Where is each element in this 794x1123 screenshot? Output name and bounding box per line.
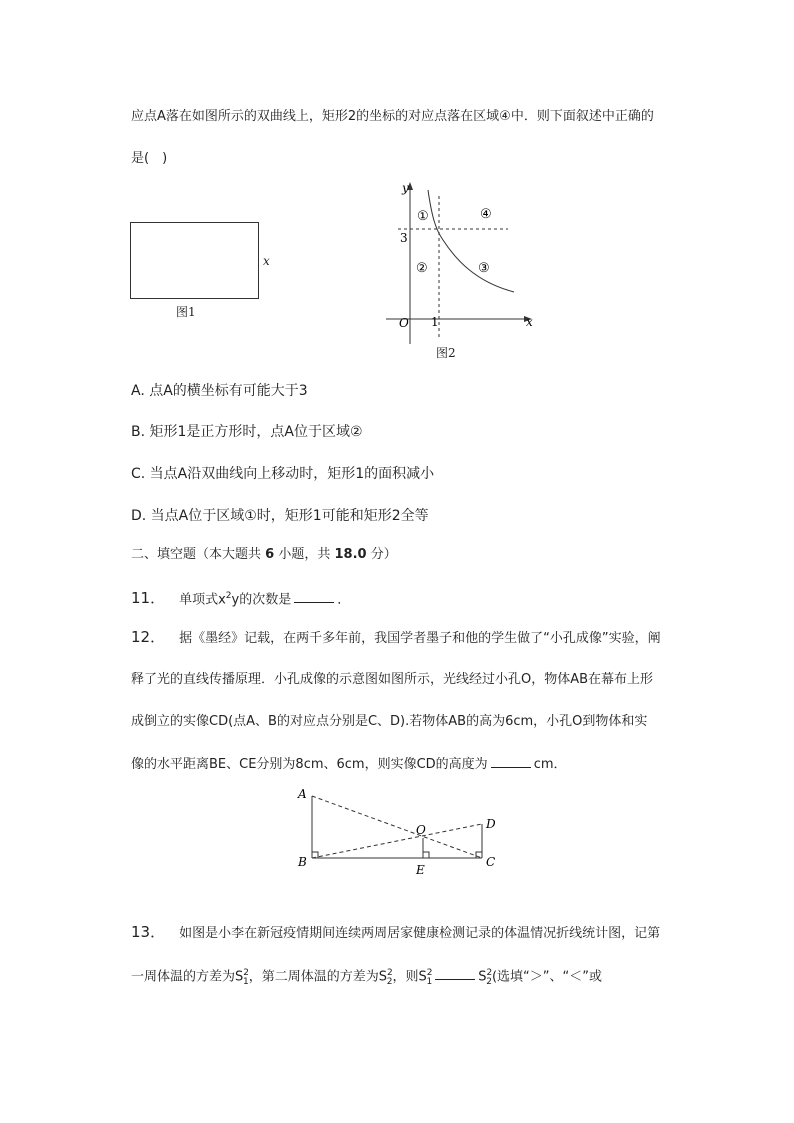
section-end-text: 分）: [370, 547, 397, 562]
q13-sup-1: 2: [243, 968, 249, 978]
q12-line3: 成倒立的实像CD(点A、B的对应点分别是C、D).若物体AB的高为6cm，小孔O到物体和实: [131, 714, 648, 729]
q13-sub-1: 1: [243, 976, 249, 987]
option-a: A. 点A的横坐标有可能大于3: [131, 383, 308, 399]
option-d: D. 当点A位于区域①时，矩形1可能和矩形2全等: [131, 508, 429, 524]
region-1-label: ①: [417, 209, 429, 224]
point-d-label: D: [486, 817, 496, 831]
q12-line1: [131, 628, 661, 648]
x-axis-label: x: [526, 315, 533, 329]
point-o-label: O: [416, 823, 426, 837]
q12-text-line4: 像的水平距离BE、CE分别为8cm、6cm，则实像CD的高度为: [131, 757, 488, 772]
point-c-label: C: [486, 855, 496, 869]
figure-2: [380, 178, 540, 363]
point-e-label: E: [416, 863, 425, 877]
q11-end: ．: [337, 592, 351, 608]
q13-sup-3: 2: [426, 968, 433, 978]
q13-answer-blank[interactable]: [435, 967, 475, 980]
option-c: C. 当点A沿双曲线向上移动时，矩形1的面积减小: [131, 466, 435, 482]
q12-text-line1: 据《墨经》记载，在两千多年前，我国学者墨子和他的学生做了“小孔成像”实验，阐: [179, 631, 661, 646]
q12-number: 12．: [131, 628, 166, 646]
section-title-text: 二、填空题（本大题共: [131, 547, 262, 562]
ray-bd: [312, 824, 482, 858]
q12-line2: 释了光的直线传播原理．小孔成像的示意图如图所示，光线经过小孔O，物体AB在幕布上形: [131, 672, 654, 687]
section-mid-text: 小题，共: [278, 547, 331, 562]
region-4-label: ④: [480, 207, 492, 222]
q11-text-pre: 单项式x: [179, 592, 226, 608]
q12-answer-blank[interactable]: [491, 755, 531, 768]
q12-line4: [131, 755, 567, 774]
q10-stem-line2: 是( ): [131, 151, 168, 166]
pinhole-figure: [292, 782, 512, 882]
q13-sub-3: 1: [426, 976, 433, 987]
q12-unit: cm．: [533, 757, 567, 772]
ray-ac: [312, 796, 482, 858]
section-score: 18.0: [334, 547, 367, 562]
origin-label: O: [399, 316, 409, 330]
q11-answer-blank[interactable]: [294, 590, 334, 603]
option-b: B. 矩形1是正方形时，点A位于区域②: [131, 424, 363, 440]
q13-sub-4: 2: [486, 976, 492, 987]
q13-text-d: S: [478, 969, 487, 985]
q11: [131, 587, 350, 609]
q13-sup-4: 2: [486, 968, 493, 978]
hyperbola-curve: [428, 190, 514, 292]
q13-text-a: 一周体温的方差为S: [131, 969, 244, 985]
q13-line2: [131, 964, 602, 991]
point-b-label: B: [298, 855, 307, 869]
figure-1-side-label: x: [263, 254, 270, 268]
figure-1-caption: 图1: [176, 305, 196, 319]
q13-sub-2: 2: [386, 976, 393, 987]
q11-text-post: y的次数是: [231, 592, 292, 608]
tick-x-label: 1: [431, 315, 439, 329]
y-axis-label: y: [402, 181, 409, 195]
figure-1: [130, 222, 259, 299]
section-count: 6: [265, 547, 275, 562]
section-2-heading: [131, 546, 397, 564]
tick-y-label: 3: [400, 231, 408, 245]
q13-line1: [131, 923, 660, 943]
region-2-label: ②: [416, 261, 428, 276]
q13-text-line1: 如图是小李在新冠疫情期间连续两周居家健康检测记录的体温情况折线统计图，记第: [179, 926, 661, 941]
q13-text-b: ，第二周体温的方差为S: [248, 969, 387, 985]
q13-text-e: (选填“＞”、“＜”或: [491, 969, 602, 985]
q11-exponent: 2: [225, 591, 232, 601]
q13-sup-2: 2: [387, 968, 393, 978]
q13-text-c: ，则S: [392, 969, 427, 985]
q13-number: 13．: [131, 923, 166, 941]
region-3-label: ③: [478, 261, 490, 276]
q11-number: 11．: [131, 589, 166, 608]
q10-stem-line1: 应点A落在如图所示的双曲线上，矩形2的坐标的对应点落在区域④中．则下面叙述中正确的: [131, 109, 654, 124]
point-a-label: A: [298, 787, 307, 801]
figure-2-caption: 图2: [436, 346, 456, 360]
